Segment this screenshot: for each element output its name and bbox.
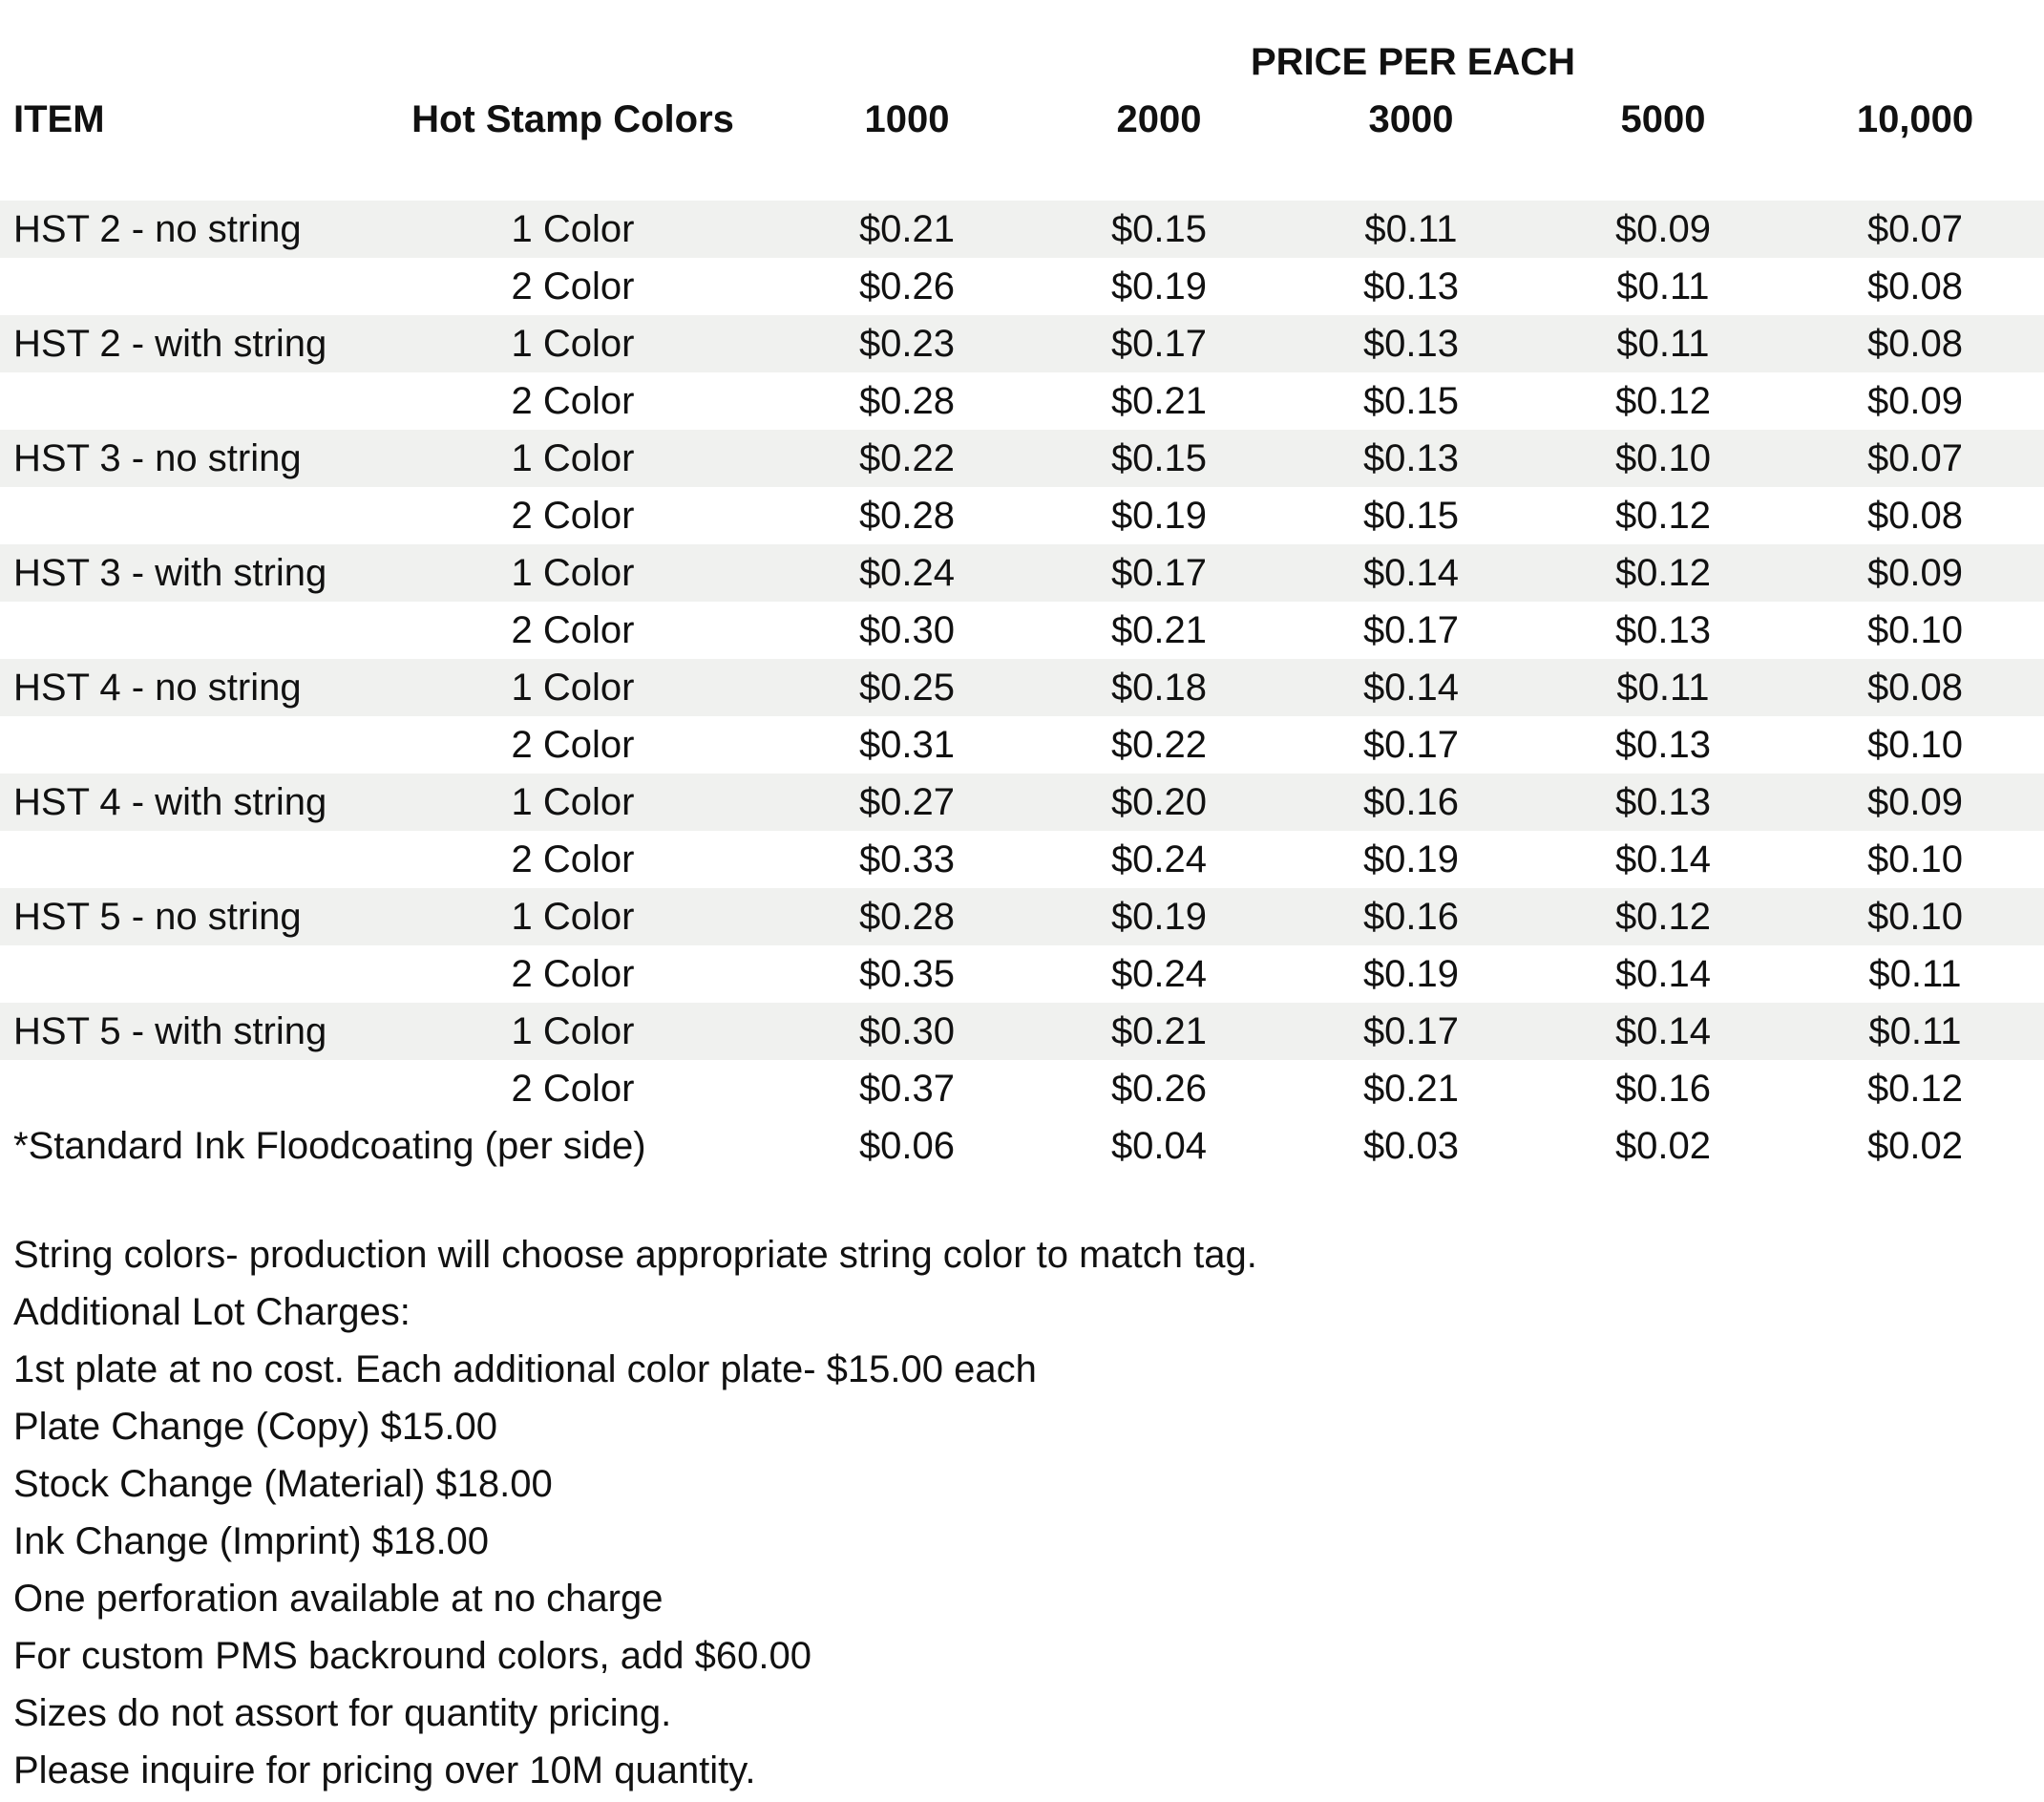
table-row xyxy=(0,774,2044,831)
row-price: $0.11 xyxy=(1868,953,1962,995)
price-table xyxy=(0,201,2044,1175)
row-price: $0.07 xyxy=(1866,208,1964,250)
row-price: $0.28 xyxy=(858,380,956,422)
row-price: $0.31 xyxy=(858,724,956,766)
row-item: HST 4 - with string xyxy=(13,781,327,823)
table-row xyxy=(0,258,2044,315)
row-price: $0.30 xyxy=(858,1010,956,1052)
row-price: $0.30 xyxy=(858,609,956,651)
row-price: $0.27 xyxy=(858,781,956,823)
header-colors: Hot Stamp Colors xyxy=(411,98,734,140)
row-price: $0.26 xyxy=(858,265,956,307)
header-item: ITEM xyxy=(13,98,105,140)
row-price: $0.13 xyxy=(1614,609,1712,651)
row-price: $0.12 xyxy=(1614,552,1712,594)
row-price: $0.13 xyxy=(1362,437,1460,479)
row-colors: 1 Color xyxy=(511,667,635,709)
table-row xyxy=(0,831,2044,888)
table-row xyxy=(0,945,2044,1003)
row-colors: 1 Color xyxy=(511,437,635,479)
table-row xyxy=(0,716,2044,774)
row-price: $0.26 xyxy=(1110,1068,1208,1110)
note-line: String colors- production will choose appropriate string color to match tag. xyxy=(13,1234,1257,1276)
row-price: $0.08 xyxy=(1866,323,1964,365)
row-colors: 1 Color xyxy=(511,208,635,250)
table-row xyxy=(0,888,2044,945)
note-line: Please inquire for pricing over 10M quantity. xyxy=(13,1749,756,1791)
row-price: $0.15 xyxy=(1362,495,1460,537)
row-price: $0.14 xyxy=(1614,1010,1712,1052)
row-price: $0.37 xyxy=(858,1068,956,1110)
row-item: HST 5 - no string xyxy=(13,896,302,938)
floodcoat-price: $0.06 xyxy=(858,1125,956,1167)
row-price: $0.24 xyxy=(1110,838,1208,880)
row-price: $0.14 xyxy=(1614,953,1712,995)
header-qty-5000: 5000 xyxy=(1620,98,1706,140)
row-price: $0.09 xyxy=(1866,781,1964,823)
header-qty-2000: 2000 xyxy=(1116,98,1202,140)
floodcoat-price: $0.03 xyxy=(1362,1125,1460,1167)
row-price: $0.13 xyxy=(1614,781,1712,823)
row-colors: 2 Color xyxy=(511,1068,635,1110)
table-row xyxy=(0,430,2044,487)
row-price: $0.28 xyxy=(858,495,956,537)
row-price: $0.13 xyxy=(1362,323,1460,365)
floodcoat-price: $0.02 xyxy=(1614,1125,1712,1167)
row-price: $0.19 xyxy=(1362,953,1460,995)
note-line: Additional Lot Charges: xyxy=(13,1291,411,1333)
row-price: $0.12 xyxy=(1614,896,1712,938)
row-colors: 2 Color xyxy=(511,265,635,307)
row-price: $0.11 xyxy=(1364,208,1458,250)
row-price: $0.20 xyxy=(1110,781,1208,823)
row-price: $0.21 xyxy=(1110,1010,1208,1052)
row-price: $0.19 xyxy=(1362,838,1460,880)
note-line: Ink Change (Imprint) $18.00 xyxy=(13,1520,490,1562)
table-row xyxy=(0,1003,2044,1060)
row-price: $0.10 xyxy=(1866,838,1964,880)
row-colors: 2 Color xyxy=(511,838,635,880)
table-row xyxy=(0,315,2044,372)
row-price: $0.07 xyxy=(1866,437,1964,479)
row-price: $0.12 xyxy=(1866,1068,1964,1110)
row-price: $0.25 xyxy=(858,667,956,709)
floodcoat-price: $0.02 xyxy=(1866,1125,1964,1167)
row-price: $0.15 xyxy=(1110,437,1208,479)
row-item: HST 4 - no string xyxy=(13,667,302,709)
row-price: $0.15 xyxy=(1110,208,1208,250)
row-price: $0.22 xyxy=(858,437,956,479)
row-item: HST 2 - no string xyxy=(13,208,302,250)
row-price: $0.15 xyxy=(1362,380,1460,422)
row-colors: 2 Color xyxy=(511,724,635,766)
table-row xyxy=(0,1060,2044,1117)
row-price: $0.17 xyxy=(1362,609,1460,651)
row-price: $0.10 xyxy=(1866,896,1964,938)
note-line: For custom PMS backround colors, add $60.00 xyxy=(13,1635,811,1677)
row-price: $0.17 xyxy=(1362,724,1460,766)
row-price: $0.17 xyxy=(1110,552,1208,594)
row-colors: 1 Color xyxy=(511,552,635,594)
row-price: $0.24 xyxy=(858,552,956,594)
note-line: 1st plate at no cost. Each additional color plate- $15.00 each xyxy=(13,1348,1037,1390)
notes-section xyxy=(13,1226,2018,1799)
row-price: $0.18 xyxy=(1110,667,1208,709)
row-price: $0.10 xyxy=(1866,724,1964,766)
row-price: $0.09 xyxy=(1614,208,1712,250)
row-item: HST 5 - with string xyxy=(13,1010,327,1052)
floodcoat-row xyxy=(0,1117,2044,1175)
price-per-each-heading: PRICE PER EACH xyxy=(1250,41,1576,83)
row-price: $0.11 xyxy=(1616,667,1710,709)
header-qty-10000: 10,000 xyxy=(1856,98,1974,140)
table-row xyxy=(0,487,2044,544)
row-colors: 1 Color xyxy=(511,1010,635,1052)
row-price: $0.08 xyxy=(1866,495,1964,537)
row-price: $0.28 xyxy=(858,896,956,938)
row-price: $0.11 xyxy=(1616,323,1710,365)
floodcoat-price: $0.04 xyxy=(1110,1125,1208,1167)
header-qty-3000: 3000 xyxy=(1368,98,1454,140)
note-line: Plate Change (Copy) $15.00 xyxy=(13,1406,497,1448)
row-price: $0.16 xyxy=(1362,896,1460,938)
row-price: $0.08 xyxy=(1866,265,1964,307)
note-line: One perforation available at no charge xyxy=(13,1578,664,1620)
row-colors: 1 Color xyxy=(511,323,635,365)
table-row xyxy=(0,544,2044,602)
row-price: $0.14 xyxy=(1362,667,1460,709)
row-price: $0.21 xyxy=(1110,380,1208,422)
row-price: $0.14 xyxy=(1614,838,1712,880)
row-item: HST 3 - no string xyxy=(13,437,302,479)
floodcoat-label: *Standard Ink Floodcoating (per side) xyxy=(13,1125,646,1167)
row-price: $0.24 xyxy=(1110,953,1208,995)
row-price: $0.16 xyxy=(1362,781,1460,823)
row-price: $0.33 xyxy=(858,838,956,880)
note-line: Sizes do not assort for quantity pricing. xyxy=(13,1692,672,1734)
row-colors: 2 Color xyxy=(511,953,635,995)
row-price: $0.19 xyxy=(1110,265,1208,307)
row-price: $0.23 xyxy=(858,323,956,365)
row-price: $0.21 xyxy=(1110,609,1208,651)
row-price: $0.13 xyxy=(1362,265,1460,307)
row-price: $0.11 xyxy=(1868,1010,1962,1052)
table-row xyxy=(0,372,2044,430)
row-price: $0.16 xyxy=(1614,1068,1712,1110)
row-price: $0.09 xyxy=(1866,552,1964,594)
table-row xyxy=(0,201,2044,258)
row-price: $0.21 xyxy=(1362,1068,1460,1110)
row-price: $0.11 xyxy=(1616,265,1710,307)
note-line: Stock Change (Material) $18.00 xyxy=(13,1463,553,1505)
row-price: $0.14 xyxy=(1362,552,1460,594)
row-price: $0.10 xyxy=(1614,437,1712,479)
row-price: $0.10 xyxy=(1866,609,1964,651)
row-price: $0.09 xyxy=(1866,380,1964,422)
header-qty-1000: 1000 xyxy=(864,98,950,140)
row-colors: 2 Color xyxy=(511,380,635,422)
table-header xyxy=(0,95,2044,143)
row-colors: 2 Color xyxy=(511,495,635,537)
row-price: $0.35 xyxy=(858,953,956,995)
row-price: $0.12 xyxy=(1614,495,1712,537)
row-price: $0.17 xyxy=(1362,1010,1460,1052)
row-colors: 2 Color xyxy=(511,609,635,651)
row-colors: 1 Color xyxy=(511,896,635,938)
row-price: $0.22 xyxy=(1110,724,1208,766)
row-price: $0.17 xyxy=(1110,323,1208,365)
row-price: $0.12 xyxy=(1614,380,1712,422)
row-item: HST 2 - with string xyxy=(13,323,327,365)
row-item: HST 3 - with string xyxy=(13,552,327,594)
table-row xyxy=(0,659,2044,716)
row-price: $0.19 xyxy=(1110,495,1208,537)
row-price: $0.19 xyxy=(1110,896,1208,938)
row-price: $0.08 xyxy=(1866,667,1964,709)
row-price: $0.13 xyxy=(1614,724,1712,766)
row-colors: 1 Color xyxy=(511,781,635,823)
table-row xyxy=(0,602,2044,659)
row-price: $0.21 xyxy=(858,208,956,250)
